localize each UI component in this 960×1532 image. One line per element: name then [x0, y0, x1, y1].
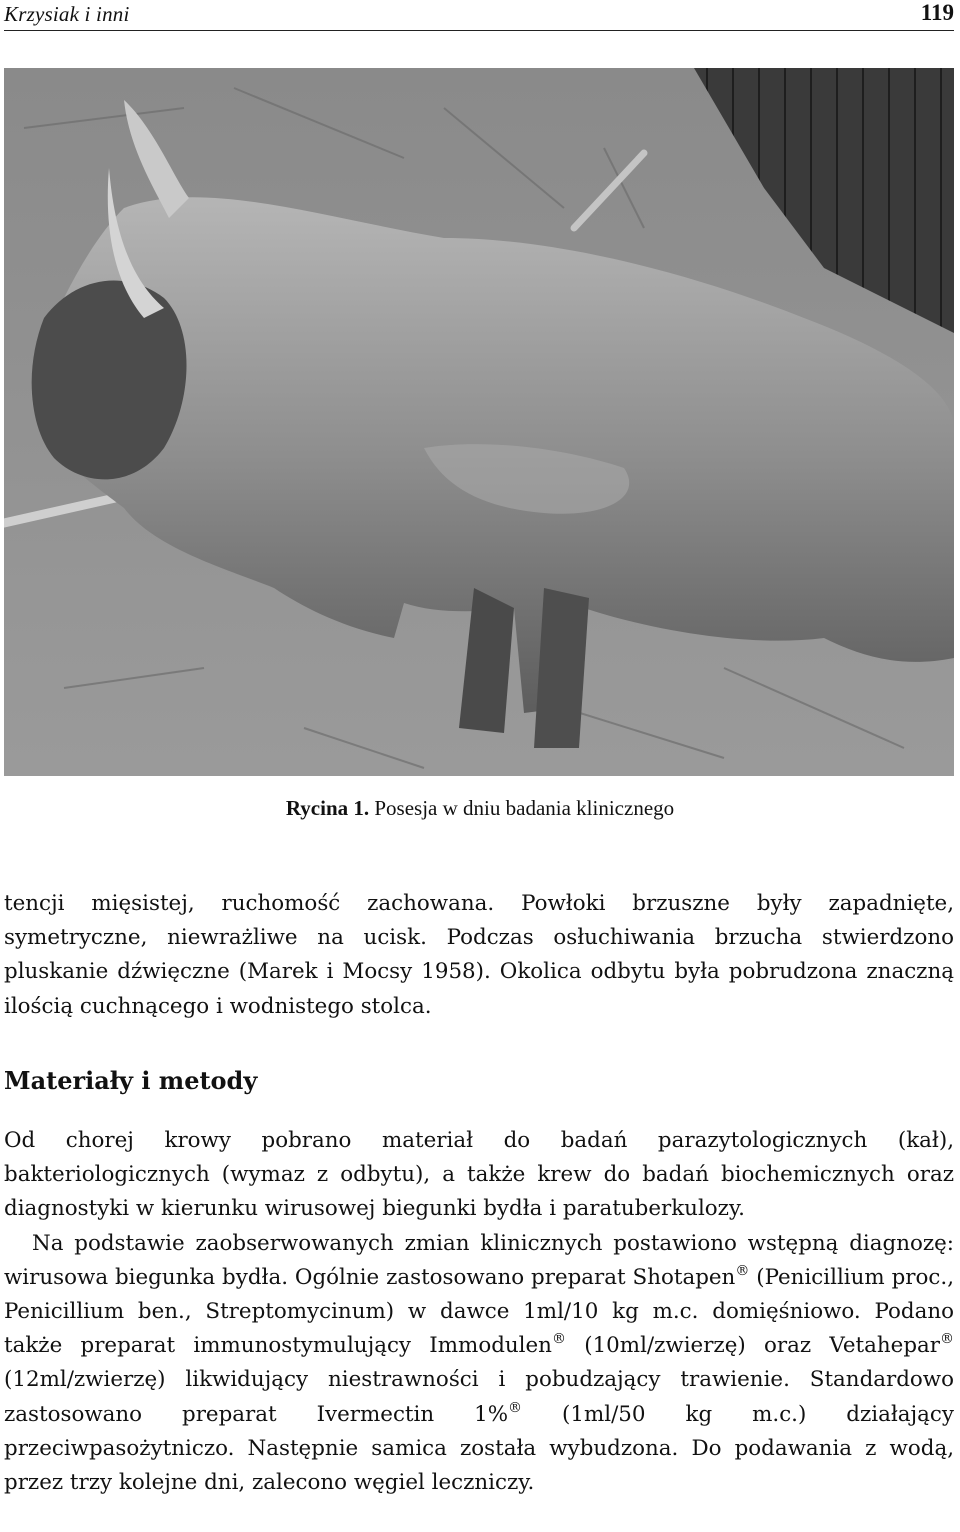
bison-photo — [4, 68, 954, 776]
methods-paragraph-2 — [4, 1227, 954, 1501]
registered-mark: ® — [735, 1262, 750, 1279]
running-head-authors: Krzysiak i inni — [4, 2, 130, 26]
p2-part-e: (1ml/50 kg m.c.) działający przeciwpasożytniczo. Następnie samica została wybudzona. Do podawania z wodą, przez trzy kolejne dni, zalecono węgiel leczniczy. — [4, 1401, 954, 1496]
methods-text — [4, 1124, 954, 1500]
figure-caption — [0, 796, 960, 821]
p2-part-a: Na podstawie zaobserwowanych zmian klinicznych postawiono wstępną diagnozę: wirusowa biegunka bydła. Ogólnie zastosowano preparat Shotapen — [4, 1230, 954, 1290]
page-number: 119 — [920, 0, 954, 25]
methods-paragraph-1: Od chorej krowy pobrano materiał do badań parazytologicznych (kał), bakteriologicznych (wymaz z odbytu), a także krew do badań biochemicznych oraz diagnostyki w kierunku wirusowej biegunki bydła i paratuberkulozy. — [4, 1128, 954, 1222]
caption-text: Posesja w dniu badania klinicznego — [374, 796, 675, 820]
registered-mark: ® — [551, 1331, 566, 1348]
p2-part-c: (10ml/zwierzę) oraz Vetahepar — [565, 1333, 940, 1359]
registered-mark: ® — [940, 1331, 954, 1348]
section-heading: Materiały i metody — [4, 1066, 258, 1095]
running-head — [4, 0, 954, 31]
p2-part-d: (12ml/zwierzę) likwidujący niestrawności i pobudzający trawienie. Standardowo zastosowano preparat Ivermectin 1% — [4, 1367, 954, 1427]
registered-mark: ® — [508, 1399, 523, 1416]
intro-paragraph: tencji mięsistej, ruchomość zachowana. Powłoki brzuszne były zapadnięte, symetryczne, niewrażliwe na ucisk. Podczas osłuchiwania brzucha stwierdzono pluskanie dźwięczne (Marek i Mocsy 1958). Okolica odbytu była pobrudzona znaczną ilością cuchnącego i wodnistego stolca. — [4, 891, 954, 1019]
caption-label: Rycina 1. — [285, 796, 370, 820]
bison-photo-illustration — [4, 68, 954, 776]
p2-part-b: (Penicillium proc., Penicillium ben., Streptomycinum) w dawce 1ml/10 kg m.c. domięśniowo. Podano także preparat immunostymulujący Immodulen — [4, 1264, 954, 1359]
